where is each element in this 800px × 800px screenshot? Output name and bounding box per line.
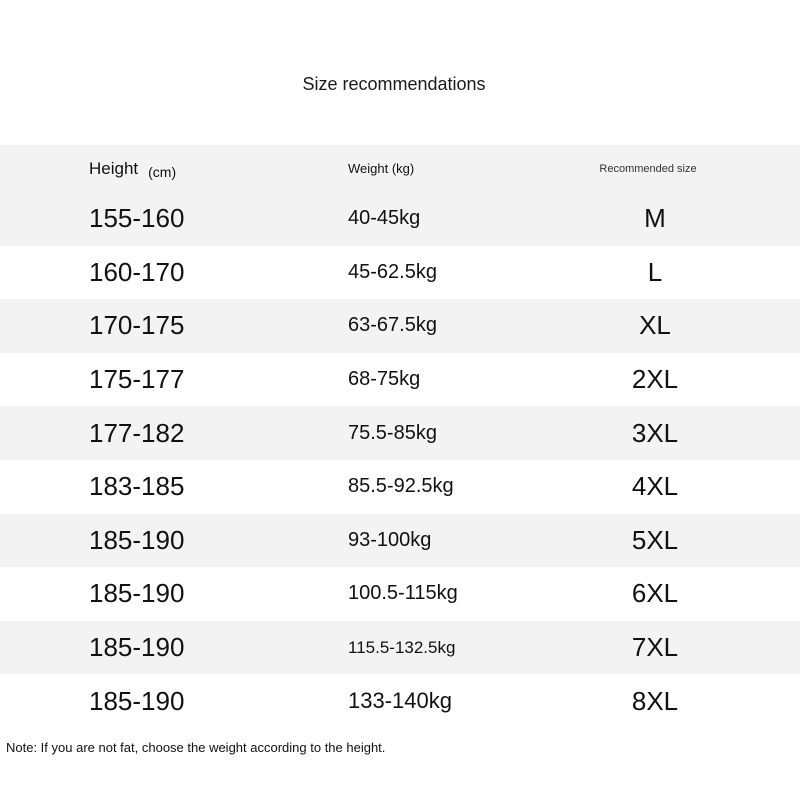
table-row bbox=[0, 192, 800, 246]
size-cell: M bbox=[644, 203, 666, 234]
table-row bbox=[0, 460, 800, 514]
size-cell: 7XL bbox=[631, 632, 679, 663]
weight-cell: 45-62.5kg bbox=[348, 260, 437, 283]
size-cell: 2XL bbox=[631, 364, 679, 395]
header-recommended-size: Recommended size bbox=[599, 162, 697, 175]
page-title: Size recommendations bbox=[302, 74, 486, 94]
weight-cell: 63-67.5kg bbox=[348, 314, 437, 337]
table-row bbox=[0, 406, 800, 460]
weight-cell: 93-100kg bbox=[348, 528, 432, 551]
table-row bbox=[0, 567, 800, 621]
table-row bbox=[0, 514, 800, 568]
height-cell: 175-177 bbox=[89, 364, 185, 395]
size-cell: 8XL bbox=[631, 685, 679, 716]
weight-cell: 85.5-92.5kg bbox=[348, 475, 454, 498]
header-height-unit: (cm) bbox=[148, 163, 177, 180]
height-cell: 185-190 bbox=[89, 578, 185, 609]
weight-cell: 40-45kg bbox=[348, 207, 421, 230]
table-row bbox=[0, 246, 800, 300]
height-cell: 160-170 bbox=[89, 256, 185, 287]
size-cell: 4XL bbox=[631, 471, 679, 502]
weight-cell: 115.5-132.5kg bbox=[348, 637, 456, 657]
height-cell: 155-160 bbox=[89, 203, 185, 234]
height-cell: 170-175 bbox=[89, 310, 185, 341]
height-cell: 185-190 bbox=[89, 685, 185, 716]
table-row bbox=[0, 299, 800, 353]
header-weight: Weight (kg) bbox=[348, 161, 415, 176]
weight-cell: 75.5-85kg bbox=[348, 421, 437, 444]
table-header-row bbox=[0, 145, 800, 192]
height-cell: 185-190 bbox=[89, 524, 185, 555]
height-cell: 177-182 bbox=[89, 417, 185, 448]
table-row bbox=[0, 353, 800, 407]
footnote: Note: If you are not fat, choose the weight according to the height. bbox=[6, 740, 386, 755]
height-cell: 183-185 bbox=[89, 471, 185, 502]
table-row bbox=[0, 621, 800, 675]
header-height-label: Height bbox=[89, 158, 139, 178]
height-cell: 185-190 bbox=[89, 632, 185, 663]
weight-cell: 68-75kg bbox=[348, 368, 421, 391]
size-cell: 5XL bbox=[631, 524, 679, 555]
weight-cell: 133-140kg bbox=[348, 688, 452, 714]
weight-cell: 100.5-115kg bbox=[348, 582, 458, 605]
header-height bbox=[89, 145, 176, 192]
size-cell: L bbox=[647, 256, 663, 287]
size-table bbox=[0, 145, 800, 728]
size-cell: 6XL bbox=[631, 578, 679, 609]
size-cell: 3XL bbox=[631, 417, 679, 448]
size-cell: XL bbox=[639, 310, 671, 341]
table-row bbox=[0, 674, 800, 728]
